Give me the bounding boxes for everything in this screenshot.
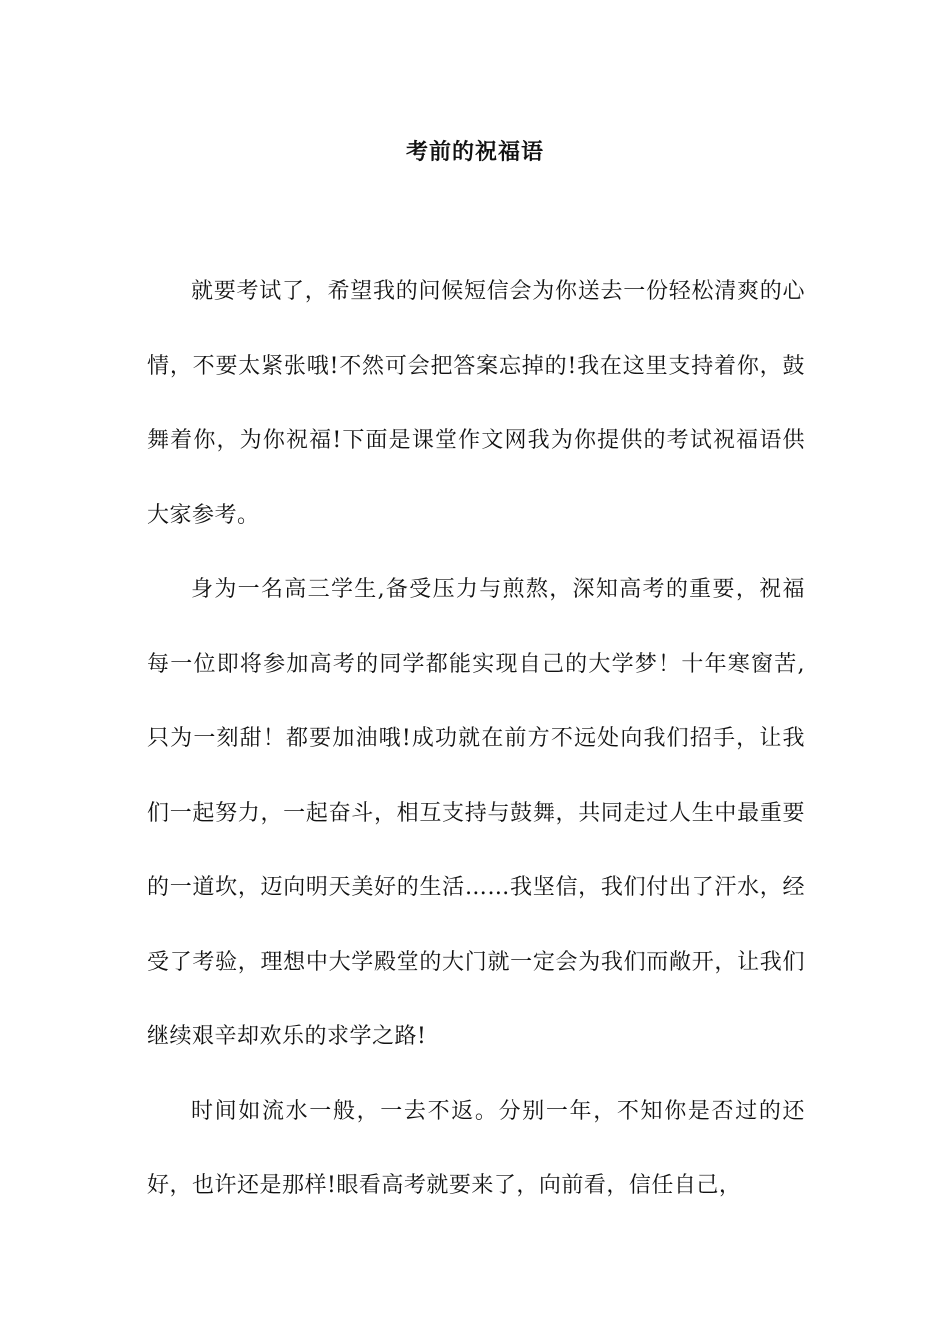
document-body	[147, 255, 805, 1224]
document-title: 考前的祝福语	[405, 139, 544, 165]
paragraph-3: 时间如流水一般，一去不返。分别一年，不知你是否过的还好，也许还是那样!眼看高考就要来了，向前看，信任自己，	[147, 1098, 805, 1198]
paragraph-1: 就要考试了，希望我的问候短信会为你送去一份轻松清爽的心情，不要太紧张哦!不然可会把答案忘掉的!我在这里支持着你，鼓舞着你，为你祝福!下面是课堂作文网我为你提供的考试祝福语供大家参考。	[147, 279, 805, 528]
paragraph-2: 身为一名高三学生,备受压力与煎熬，深知高考的重要，祝福每一位即将参加高考的同学都能实现自己的大学梦！十年寒窗苦,只为一刻甜！都要加油哦!成功就在前方不远处向我们招手，让我们一起努力，一起奋斗，相互支持与鼓舞，共同走过人生中最重要的一道坎，迈向明天美好的生活……我坚信，我们付出了汗水，经受了考验，理想中大学殿堂的大门就一定会为我们而敞开，让我们继续艰辛却欢乐的求学之路!	[147, 577, 805, 1049]
